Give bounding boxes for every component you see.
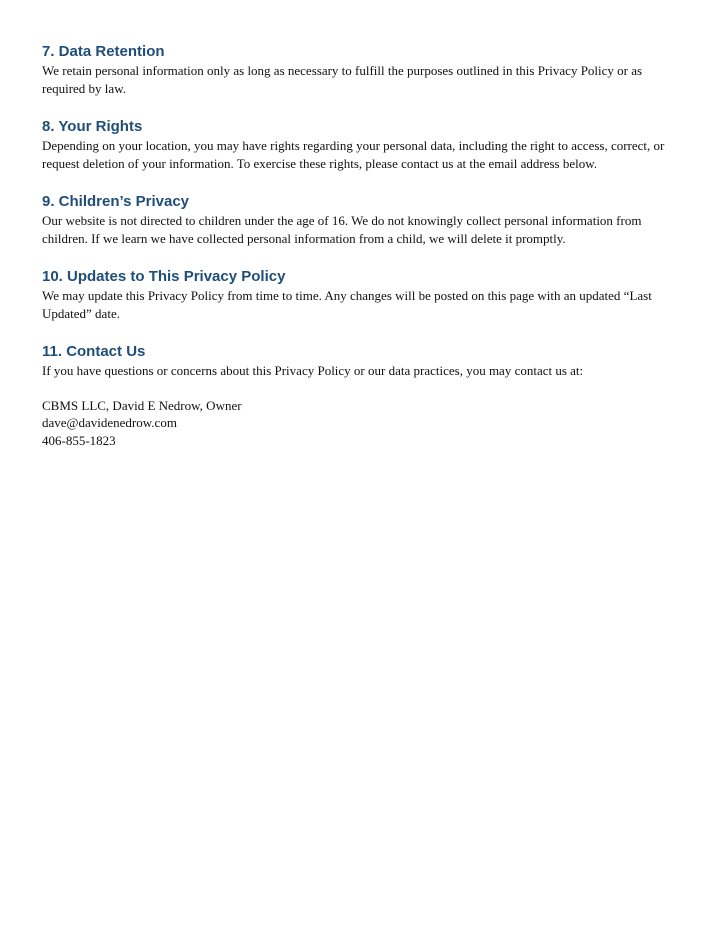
section-childrens-privacy [42, 192, 687, 247]
contact-details [42, 397, 687, 450]
section-your-rights [42, 117, 687, 172]
section-body: We retain personal information only as long as necessary to fulfill the purposes outlined in this Privacy Policy or as required by law. [42, 63, 643, 96]
section-contact-us [42, 342, 687, 449]
policy-page [42, 42, 687, 469]
contact-email[interactable]: dave@davidenedrow.com [42, 415, 177, 430]
section-updates [42, 267, 687, 322]
section-heading: 7. Data Retention [42, 43, 165, 60]
section-heading: 9. Children’s Privacy [42, 193, 190, 210]
section-body: If you have questions or concerns about this Privacy Policy or our data practices, you may contact us at: [42, 363, 584, 378]
section-heading: 8. Your Rights [42, 118, 143, 135]
section-body: Depending on your location, you may have rights regarding your personal data, including the right to access, correct, or request deletion of your information. To exercise these rights, please contact us at the email address below. [42, 138, 665, 171]
section-body: Our website is not directed to children under the age of 16. We do not knowingly collect personal information from children. If we learn we have collected personal information from a child, we will delete it promptly. [42, 213, 642, 246]
section-heading: 10. Updates to This Privacy Policy [42, 268, 286, 285]
contact-phone: 406-855-1823 [42, 432, 116, 448]
section-body: We may update this Privacy Policy from time to time. Any changes will be posted on this page with an updated “Last Updated” date. [42, 288, 652, 321]
section-data-retention [42, 42, 687, 97]
contact-name: CBMS LLC, David E Nedrow, Owner [42, 397, 242, 413]
section-heading: 11. Contact Us [42, 343, 146, 360]
